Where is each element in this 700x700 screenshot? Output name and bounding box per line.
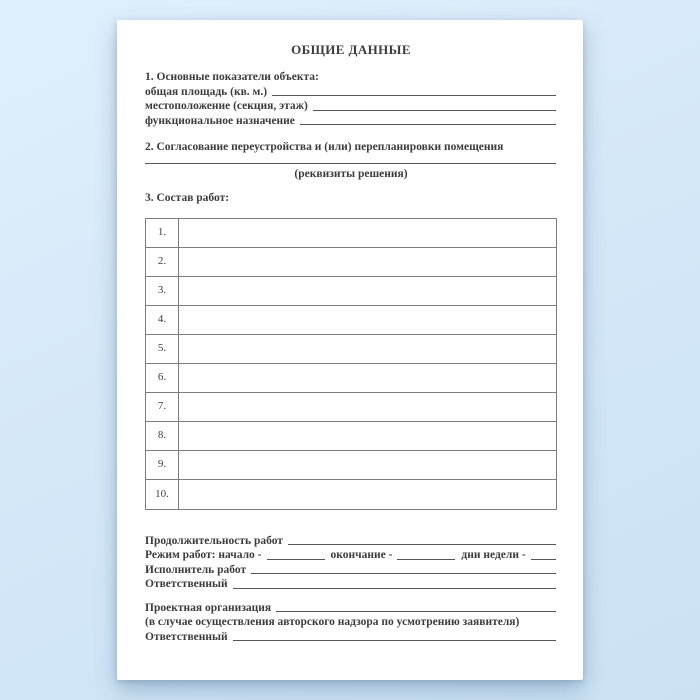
blank-line bbox=[313, 99, 556, 111]
document-content bbox=[145, 20, 557, 680]
executor-row bbox=[145, 563, 557, 578]
field-row-location bbox=[145, 99, 557, 114]
table-row bbox=[146, 422, 556, 451]
blank-line bbox=[267, 548, 325, 560]
row-value-cell bbox=[179, 451, 556, 479]
table-row bbox=[146, 306, 556, 335]
project-responsible-label: Ответственный bbox=[145, 630, 228, 643]
schedule-row bbox=[145, 548, 557, 563]
field-row-purpose bbox=[145, 114, 557, 129]
blank-line bbox=[233, 577, 556, 589]
paper-sheet bbox=[117, 20, 583, 680]
row-value-cell bbox=[179, 248, 556, 276]
row-value-cell bbox=[179, 393, 556, 421]
table-row bbox=[146, 248, 556, 277]
duration-row bbox=[145, 534, 557, 549]
row-value-cell bbox=[179, 364, 556, 392]
row-number-cell: 4. bbox=[146, 306, 179, 334]
field-label-purpose: функциональное назначение bbox=[145, 114, 295, 127]
decision-requisites-caption: (реквизиты решения) bbox=[294, 167, 408, 180]
row-value-cell bbox=[179, 480, 556, 509]
table-row bbox=[146, 335, 556, 364]
table-row bbox=[146, 277, 556, 306]
author-supervision-note: (в случае осуществления авторского надзора по усмотрению заявителя) bbox=[145, 616, 520, 628]
blank-line bbox=[233, 630, 556, 642]
row-number-cell: 8. bbox=[146, 422, 179, 450]
works-table bbox=[145, 218, 557, 510]
blank-line bbox=[300, 114, 556, 126]
table-row bbox=[146, 219, 556, 248]
row-number-cell: 6. bbox=[146, 364, 179, 392]
row-value-cell bbox=[179, 219, 556, 247]
schedule-days-label: дни недели - bbox=[461, 549, 526, 561]
blank-line bbox=[288, 534, 556, 546]
blank-line bbox=[531, 548, 556, 560]
row-number-cell: 2. bbox=[146, 248, 179, 276]
section-1-heading: 1. Основные показатели объекта: bbox=[145, 71, 319, 83]
field-label-location: местоположение (секция, этаж) bbox=[145, 100, 308, 112]
schedule-start-label: Режим работ: начало - bbox=[145, 549, 262, 561]
project-org-label: Проектная организация bbox=[145, 601, 272, 614]
blank-line bbox=[272, 85, 556, 97]
field-label-total-area: общая площадь (кв. м.) bbox=[145, 85, 268, 98]
row-number-cell: 3. bbox=[146, 277, 179, 305]
table-row bbox=[146, 451, 556, 480]
executor-label: Исполнитель работ bbox=[145, 563, 247, 576]
field-row-total-area bbox=[145, 85, 557, 100]
document-title: ОБЩИЕ ДАННЫЕ bbox=[291, 42, 411, 57]
section-2-heading: 2. Согласование переустройства и (или) перепланировки помещения bbox=[145, 141, 504, 153]
table-row bbox=[146, 480, 556, 509]
decision-requisites-line bbox=[145, 155, 557, 167]
table-row bbox=[146, 364, 556, 393]
blank-line bbox=[276, 601, 556, 613]
details-block bbox=[145, 534, 557, 592]
responsible-row bbox=[145, 577, 557, 592]
project-org-row bbox=[145, 601, 557, 616]
row-number-cell: 5. bbox=[146, 335, 179, 363]
blank-line bbox=[251, 563, 556, 575]
schedule-end-label: окончание - bbox=[330, 549, 393, 561]
row-number-cell: 9. bbox=[146, 451, 179, 479]
row-number-cell: 7. bbox=[146, 393, 179, 421]
row-number-cell: 1. bbox=[146, 219, 179, 247]
row-value-cell bbox=[179, 335, 556, 363]
row-value-cell bbox=[179, 422, 556, 450]
blank-line bbox=[397, 548, 455, 560]
row-value-cell bbox=[179, 277, 556, 305]
blank-line bbox=[145, 155, 556, 164]
project-responsible-row bbox=[145, 630, 557, 645]
row-number-cell: 10. bbox=[146, 480, 179, 509]
table-row bbox=[146, 393, 556, 422]
duration-label: Продолжительность работ bbox=[145, 534, 283, 547]
row-value-cell bbox=[179, 306, 556, 334]
section-3-heading: 3. Состав работ: bbox=[145, 192, 230, 204]
design-org-block bbox=[145, 601, 557, 645]
responsible-label: Ответственный bbox=[145, 578, 228, 590]
